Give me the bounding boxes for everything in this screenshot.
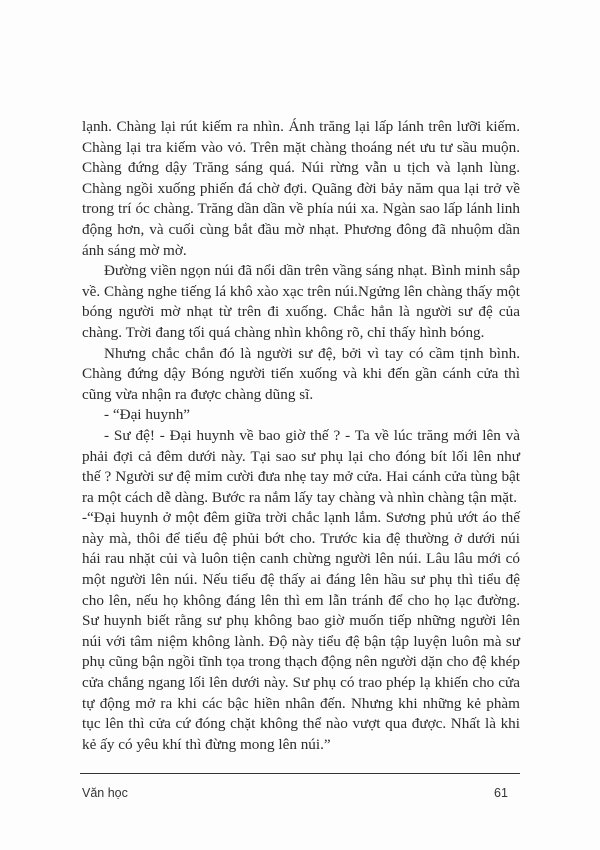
dialogue-line: - Sư đệ! - Đại huynh về bao giờ thế ? - Ta về lúc trăng mới lên và phải đợi cả đêm dưới này. Tại sao sư phụ lại cho đóng bít lối lên như thế ? Người sư đệ mỉm cười đưa nhẹ tay mở cửa. Hai cánh cửa tùng bật ra một cách dễ dàng. Bước ra nắm lấy tay chàng và nhìn chàng tận mặt. xyxy=(82,426,520,506)
dialogue-line: - “Đại huynh” xyxy=(104,406,191,424)
footer-section-label: Văn học xyxy=(82,786,128,800)
paragraph: Đường viền ngọn núi đã nổi dần trên vầng sáng nhạt. Bình minh sắp về. Chàng nghe tiếng lá khô xào xạc trên núi.Ngửng lên chàng thấy một bóng người mờ nhạt từ trên đi xuống. Chắc hẳn là người sư đệ của chàng. Trời đang tối quá chàng nhìn không rõ, chỉ thấy hình bóng. xyxy=(82,262,520,341)
paragraph: lạnh. Chàng lại rút kiếm ra nhìn. Ánh trăng lại lấp lánh trên lưỡi kiếm. Chàng lại tra kiếm vào vỏ. Trên mặt chàng thoáng nét ưu tư sầu muộn. Chàng đứng dậy Trăng sáng quá. Núi rừng vẫn u tịch và lạnh lùng. Chàng ngồi xuống phiến đá chờ đợi. Quãng đời bảy năm qua lại trở về trong trí óc chàng. Trăng dần dần về phía núi xa. Ngàn sao lấp lánh linh động hơn, và cuối cùng bắt đầu mờ nhạt. Phương đông đã nhuộm dần ánh sáng mờ mờ. xyxy=(82,118,520,259)
footer-divider xyxy=(80,773,520,774)
dialogue-line: -“Đại huynh ở một đêm giữa trời chắc lạnh lắm. Sương phủ ướt áo thế này mà, thôi để tiểu đệ phủi bớt cho. Trước kia đệ thường ở dưới núi hái rau nhặt củi và luôn tiện canh chừng người lên núi. Lâu lâu mới có một người lên núi. Nếu tiểu đệ thấy ai đáng lên hầu sư phụ thì tiểu đệ cho lên, nếu họ không đáng lên thì em lẫn tránh để cho họ lạc đường. Sư huynh biết rằng sư phụ không bao giờ muốn tiếp những người lên núi với tâm niệm không lành. Độ này tiểu đệ bận tập luyện luôn mà sư phụ cũng bận ngồi tĩnh tọa trong thạch động nên người dặn cho đệ khép cửa chắng ngang lối lên dưới này. Sư phụ có trao phép lạ khiến cho cửa tự động mở ra khi các bậc hiền nhân đến. Nhưng khi những kẻ phàm tục lên thì cửa cứ đóng chặt không thể nào vượt qua được. Nhất là khi kẻ ấy có yêu khí thì đừng mong lên núi.” xyxy=(82,509,520,753)
paragraph: Nhưng chắc chắn đó là người sư đệ, bởi vì tay có cầm tịnh bình. Chàng đứng dậy Bóng người tiến xuống và khi đến gần cánh cửa thì cũng vừa nhận ra được chàng dũng sĩ. xyxy=(82,344,520,403)
page-number: 61 xyxy=(494,786,508,800)
body-text xyxy=(82,117,520,755)
